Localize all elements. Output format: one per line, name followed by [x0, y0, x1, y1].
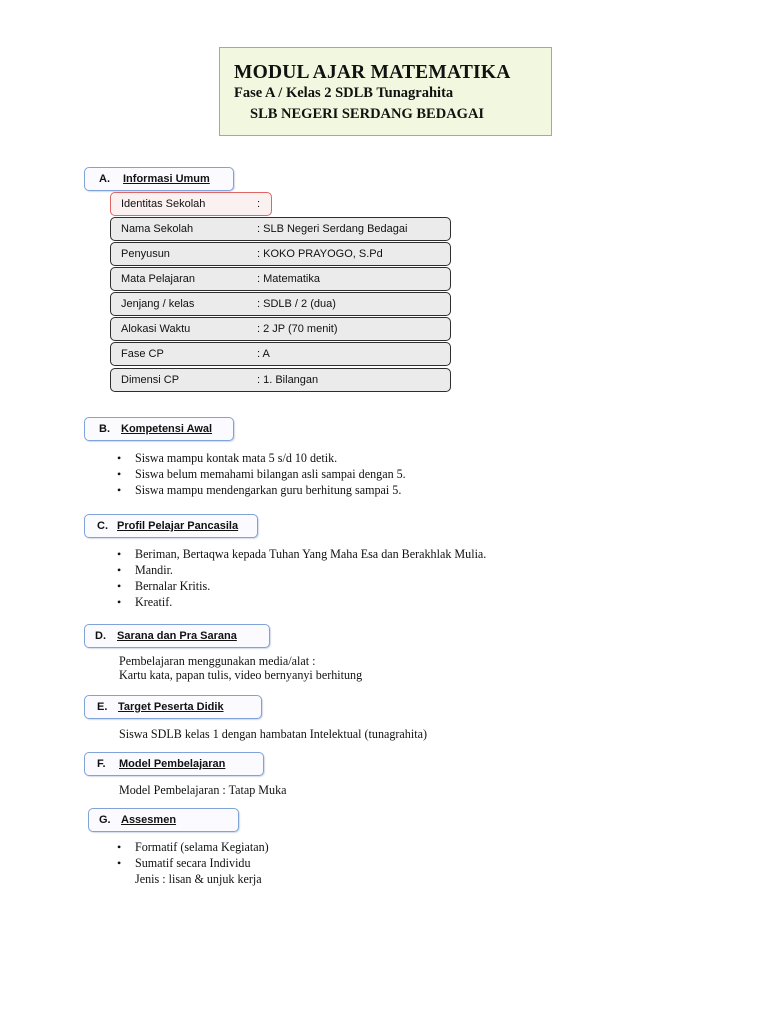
info-value: : — [257, 198, 261, 210]
section-b-label: Kompetensi Awal — [121, 423, 213, 435]
target-peserta-text: Siswa SDLB kelas 1 dengan hambatan Intelektual (tunagrahita) — [119, 727, 427, 741]
section-letter: F. — [97, 758, 106, 770]
section-c-label: Profil Pelajar Pancasila — [117, 520, 239, 532]
info-value: : Matematika — [257, 273, 320, 285]
info-row-penyusun — [110, 242, 451, 266]
bullet-icon: • — [117, 840, 122, 854]
info-key: Identitas Sekolah — [121, 198, 206, 210]
section-letter: D. — [95, 630, 106, 642]
list-item-text: Jenis : lisan & unjuk kerja — [135, 872, 262, 886]
section-letter: G. — [99, 814, 111, 826]
list-item-text: Siswa belum memahami bilangan asli sampai dengan 5. — [135, 467, 406, 481]
bullet-icon: • — [117, 467, 122, 481]
bullet-icon: • — [117, 547, 122, 561]
list-item-text: Beriman, Bertaqwa kepada Tuhan Yang Maha Esa dan Berakhlak Mulia. — [135, 547, 487, 561]
info-row-alokasi-waktu — [110, 317, 451, 341]
list-item — [117, 578, 486, 594]
bullet-icon: • — [117, 595, 122, 609]
list-item-text: Formatif (selama Kegiatan) — [135, 840, 269, 854]
sarana-line-2: Kartu kata, papan tulis, video bernyanyi berhitung — [119, 668, 363, 682]
section-b-header — [84, 417, 234, 441]
bullet-icon: • — [117, 483, 122, 497]
list-item — [117, 482, 406, 498]
list-item-text: Bernalar Kritis. — [135, 579, 211, 593]
info-value: : SDLB / 2 (dua) — [257, 298, 336, 310]
list-item-text: Mandir. — [135, 563, 173, 577]
info-key: Alokasi Waktu — [121, 323, 191, 335]
profil-pelajar-list — [117, 546, 486, 610]
list-item — [117, 839, 269, 855]
info-row-mata-pelajaran — [110, 267, 451, 291]
section-letter: E. — [97, 701, 108, 713]
section-f-label: Model Pembelajaran — [119, 758, 226, 770]
model-pembelajaran-text: Model Pembelajaran : Tatap Muka — [119, 783, 287, 797]
info-row-nama-sekolah — [110, 217, 451, 241]
document-subtitle-school: SLB NEGERI SERDANG BEDAGAI — [250, 106, 485, 122]
info-row-identitas-sekolah — [110, 192, 272, 216]
info-row-fase-cp — [110, 342, 451, 366]
section-letter: B. — [99, 423, 110, 435]
bullet-icon: • — [117, 579, 122, 593]
list-item — [117, 855, 269, 871]
section-a-label: Informasi Umum — [123, 173, 210, 185]
list-item — [117, 562, 486, 578]
kompetensi-awal-list — [117, 450, 406, 498]
info-value: : SLB Negeri Serdang Bedagai — [257, 223, 408, 235]
bullet-icon: • — [117, 856, 122, 870]
info-value: : A — [257, 348, 270, 360]
assesmen-list — [117, 839, 269, 887]
info-row-jenjang-kelas — [110, 292, 451, 316]
section-g-label: Assesmen — [121, 814, 177, 826]
info-key: Nama Sekolah — [121, 223, 194, 235]
section-e-header — [84, 695, 262, 719]
bullet-icon: • — [117, 563, 122, 577]
info-key: Mata Pelajaran — [121, 273, 195, 285]
section-f-header — [84, 752, 264, 776]
list-item-text: Kreatif. — [135, 595, 173, 609]
info-key: Fase CP — [121, 348, 164, 360]
list-item-text: Sumatif secara Individu — [135, 856, 251, 870]
section-g-header — [88, 808, 239, 832]
info-value: : 2 JP (70 menit) — [257, 323, 338, 335]
info-row-dimensi-cp — [110, 368, 451, 392]
list-item — [117, 871, 269, 887]
section-a-header — [84, 167, 234, 191]
info-key: Jenjang / kelas — [121, 298, 195, 310]
section-e-label: Target Peserta Didik — [118, 701, 224, 713]
list-item-text: Siswa mampu kontak mata 5 s/d 10 detik. — [135, 451, 338, 465]
list-item — [117, 466, 406, 482]
info-key: Dimensi CP — [121, 374, 180, 386]
title-box — [219, 47, 552, 136]
list-item — [117, 546, 486, 562]
list-item — [117, 594, 486, 610]
section-letter: C. — [97, 520, 108, 532]
info-value: : 1. Bilangan — [257, 374, 319, 386]
list-item-text: Siswa mampu mendengarkan guru berhitung sampai 5. — [135, 483, 402, 497]
section-d-header — [84, 624, 270, 648]
section-d-label: Sarana dan Pra Sarana — [117, 630, 237, 642]
document-subtitle-phase: Fase A / Kelas 2 SDLB Tunagrahita — [234, 85, 454, 101]
section-letter: A. — [99, 173, 110, 185]
list-item — [117, 450, 406, 466]
sarana-line-1: Pembelajaran menggunakan media/alat : — [119, 654, 316, 668]
document-title: MODUL AJAR MATEMATIKA — [234, 62, 511, 83]
section-c-header — [84, 514, 258, 538]
info-value: : KOKO PRAYOGO, S.Pd — [257, 248, 383, 260]
info-key: Penyusun — [121, 248, 170, 260]
bullet-icon: • — [117, 451, 122, 465]
